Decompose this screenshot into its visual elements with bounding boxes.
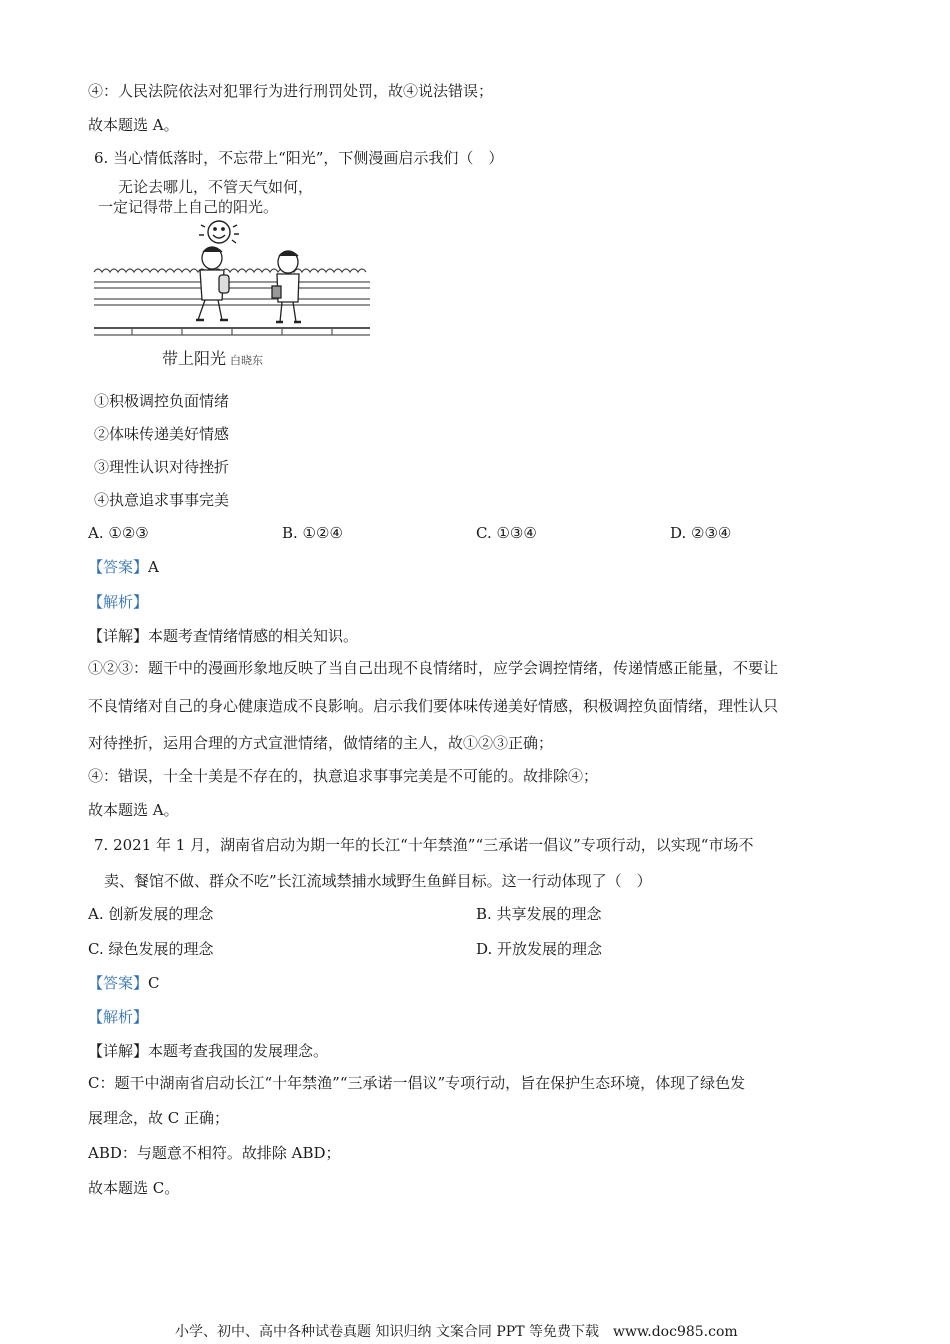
question-6-stem: 6. 当心情低落时，不忘带上“阳光”，下侧漫画启示我们（ ） <box>94 149 504 167</box>
q6-option-c: C. ①③④ <box>476 524 537 542</box>
q6-answer <box>88 556 159 578</box>
hedge <box>94 269 366 272</box>
text-line: ①②③：题干中的漫画形象地反映了当自己出现不良情绪时，应学会调控情绪，传递情感正能量，不要让 <box>88 659 779 677</box>
boy-looking-up <box>272 251 301 322</box>
cartoon-sunshine <box>92 172 374 372</box>
smiling-sun-icon <box>199 221 239 243</box>
cartoon-author: 白晓东 <box>230 354 263 367</box>
question-7-stem-cont: 卖、餐馆不做、群众不吃”长江流域禁捕水域野生鱼鲜目标。这一行动体现了（ ） <box>104 872 652 890</box>
detail-tag: 【详解】 <box>88 1042 149 1060</box>
cartoon-speech-line-2: 一定记得带上自己的阳光。 <box>98 198 279 216</box>
analysis-tag: 【解析】 <box>88 593 149 611</box>
detail-text: 本题考查情绪情感的相关知识。 <box>148 627 359 645</box>
text-line: ABD：与题意不相符。故排除 ABD； <box>88 1144 341 1162</box>
answer-value: C <box>148 974 160 992</box>
analysis-tag: 【解析】 <box>88 1008 149 1026</box>
boy-with-backpack <box>196 247 229 320</box>
cartoon-title: 带上阳光 <box>162 349 227 368</box>
q6-item: ④执意追求事事完美 <box>94 491 230 509</box>
answer-tag: 【答案】 <box>88 974 149 992</box>
footer-text: 小学、初中、高中各种试卷真题 知识归纳 文案合同 PPT 等免费下载 www.doc985.com <box>175 1324 738 1340</box>
cartoon-speech-line-1: 无论去哪儿，不管天气如何， <box>118 178 314 196</box>
text-line: 故本题选 A。 <box>88 801 179 819</box>
q6-option-a: A. ①②③ <box>88 524 149 542</box>
q6-option-d: D. ②③④ <box>670 524 732 542</box>
detail-tag: 【详解】 <box>88 627 149 645</box>
text-line: 故本题选 C。 <box>88 1179 180 1197</box>
q6-detail <box>88 625 358 647</box>
q6-option-b: B. ①②④ <box>282 524 343 542</box>
text-line: C：题干中湖南省启动长江“十年禁渔”“三承诺一倡议”专项行动，旨在保护生态环境，体现了绿色发 <box>88 1074 746 1092</box>
q6-item: ②体味传递美好情感 <box>94 425 230 443</box>
text-line: 故本题选 A。 <box>88 116 179 134</box>
text-line: 展理念，故 C 正确； <box>88 1109 230 1127</box>
railing <box>94 282 370 335</box>
q7-detail <box>88 1040 328 1062</box>
detail-text: 本题考查我国的发展理念。 <box>148 1042 329 1060</box>
answer-value: A <box>148 558 159 576</box>
text-line: 对待挫折，运用合理的方式宣泄情绪，做情绪的主人，故①②③正确； <box>88 734 554 752</box>
text-line: 不良情绪对自己的身心健康造成不良影响。启示我们要体味传递美好情感，积极调控负面情绪，理性认只 <box>88 697 779 715</box>
q7-answer <box>88 972 160 994</box>
q7-option-a: A. 创新发展的理念 <box>88 905 214 923</box>
q7-option-c: C. 绿色发展的理念 <box>88 940 214 958</box>
answer-tag: 【答案】 <box>88 558 149 576</box>
text-line: ④：人民法院依法对犯罪行为进行刑罚处罚，故④说法错误； <box>88 82 494 100</box>
q7-option-b: B. 共享发展的理念 <box>476 905 602 923</box>
question-7-stem: 7. 2021 年 1 月，湖南省启动为期一年的长江“十年禁渔”“三承诺一倡议”专项行动，以实现“市场不 <box>94 836 754 854</box>
text-line: ④：错误，十全十美是不存在的，执意追求事事完美是不可能的。故排除④； <box>88 767 599 785</box>
q7-option-d: D. 开放发展的理念 <box>476 940 603 958</box>
q6-item: ①积极调控负面情绪 <box>94 392 230 410</box>
q6-item: ③理性认识对待挫折 <box>94 458 230 476</box>
